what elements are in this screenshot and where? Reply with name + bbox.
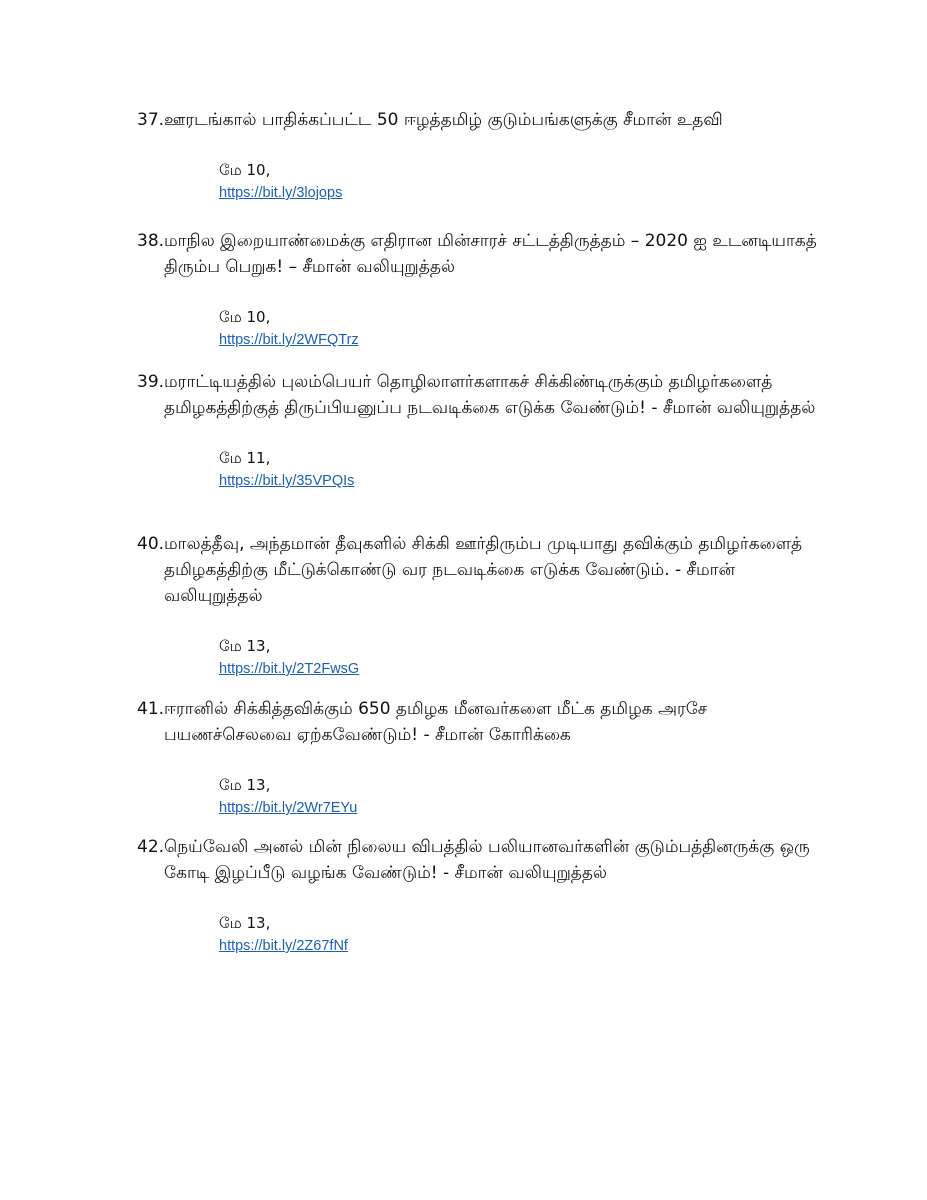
item-date: மே 13, bbox=[219, 776, 271, 794]
item-reference bbox=[219, 447, 837, 492]
item-date: மே 13, bbox=[219, 637, 271, 655]
item-title: மாலத்தீவு, அந்தமான் தீவுகளில் சிக்கி ஊர்திரும்ப முடியாது தவிக்கும் தமிழர்களைத் தமிழகத்திற்கு மீட்டுக்கொண்டு வர நடவடிக்கை எடுக்க வேண்டும். - சீமான் வலியுறுத்தல் bbox=[164, 534, 803, 606]
item-reference bbox=[219, 635, 837, 680]
item-heading bbox=[137, 228, 837, 280]
item-number: 41. bbox=[137, 699, 165, 719]
item-link[interactable]: https://bit.ly/2Z67fNf bbox=[219, 938, 348, 954]
item-date: மே 10, bbox=[219, 161, 271, 179]
list-item bbox=[137, 107, 837, 204]
item-number: 39. bbox=[137, 372, 165, 392]
item-title: மராட்டியத்தில் புலம்பெயர் தொழிலாளர்களாகச் சிக்கிண்டிருக்கும் தமிழர்களைத் தமிழகத்திற்குத் திருப்பியனுப்ப நடவடிக்கை எடுக்க வேண்டும்! - சீமான் வலியுறுத்தல் bbox=[164, 372, 816, 418]
item-date: மே 11, bbox=[219, 449, 271, 467]
list-item bbox=[137, 531, 837, 680]
item-link[interactable]: https://bit.ly/2WFQTrz bbox=[219, 332, 359, 348]
item-link[interactable]: https://bit.ly/35VPQIs bbox=[219, 473, 355, 489]
item-heading bbox=[137, 107, 837, 133]
item-title: மாநில இறையாண்மைக்கு எதிரான மின்சாரச் சட்டத்திருத்தம் – 2020 ஐ உடனடியாகத் திரும்ப பெறுக! – சீமான் வலியுறுத்தல் bbox=[164, 231, 817, 277]
item-title: நெய்வேலி அனல் மின் நிலைய விபத்தில் பலியானவர்களின் குடும்பத்தினருக்கு ஒரு கோடி இழப்பீடு வழங்க வேண்டும்! - சீமான் வலியுறுத்தல் bbox=[164, 837, 810, 883]
item-link[interactable]: https://bit.ly/2T2FwsG bbox=[219, 661, 360, 677]
list-item bbox=[137, 834, 837, 957]
item-number: 42. bbox=[137, 837, 165, 857]
item-number: 38. bbox=[137, 231, 165, 251]
item-reference bbox=[219, 306, 837, 351]
list-item bbox=[137, 228, 837, 351]
item-heading bbox=[137, 834, 837, 886]
item-heading bbox=[137, 696, 837, 748]
list-item bbox=[137, 369, 837, 492]
item-heading bbox=[137, 531, 837, 609]
item-title: ஊரடங்கால் பாதிக்கப்பட்ட 50 ஈழத்தமிழ் குடும்பங்களுக்கு சீமான் உதவி bbox=[164, 110, 723, 130]
item-link[interactable]: https://bit.ly/3lojops bbox=[219, 185, 343, 201]
item-date: மே 13, bbox=[219, 914, 271, 932]
list-item bbox=[137, 696, 837, 819]
item-number: 40. bbox=[137, 534, 165, 554]
item-date: மே 10, bbox=[219, 308, 271, 326]
item-reference bbox=[219, 774, 837, 819]
item-reference bbox=[219, 159, 837, 204]
item-heading bbox=[137, 369, 837, 421]
item-link[interactable]: https://bit.ly/2Wr7EYu bbox=[219, 800, 358, 816]
item-title: ஈரானில் சிக்கித்தவிக்கும் 650 தமிழக மீனவர்களை மீட்க தமிழக அரசே பயணச்செலவை ஏற்கவேண்டும்! - சீமான் கோரிக்கை bbox=[164, 699, 708, 745]
item-number: 37. bbox=[137, 110, 165, 130]
item-reference bbox=[219, 912, 837, 957]
